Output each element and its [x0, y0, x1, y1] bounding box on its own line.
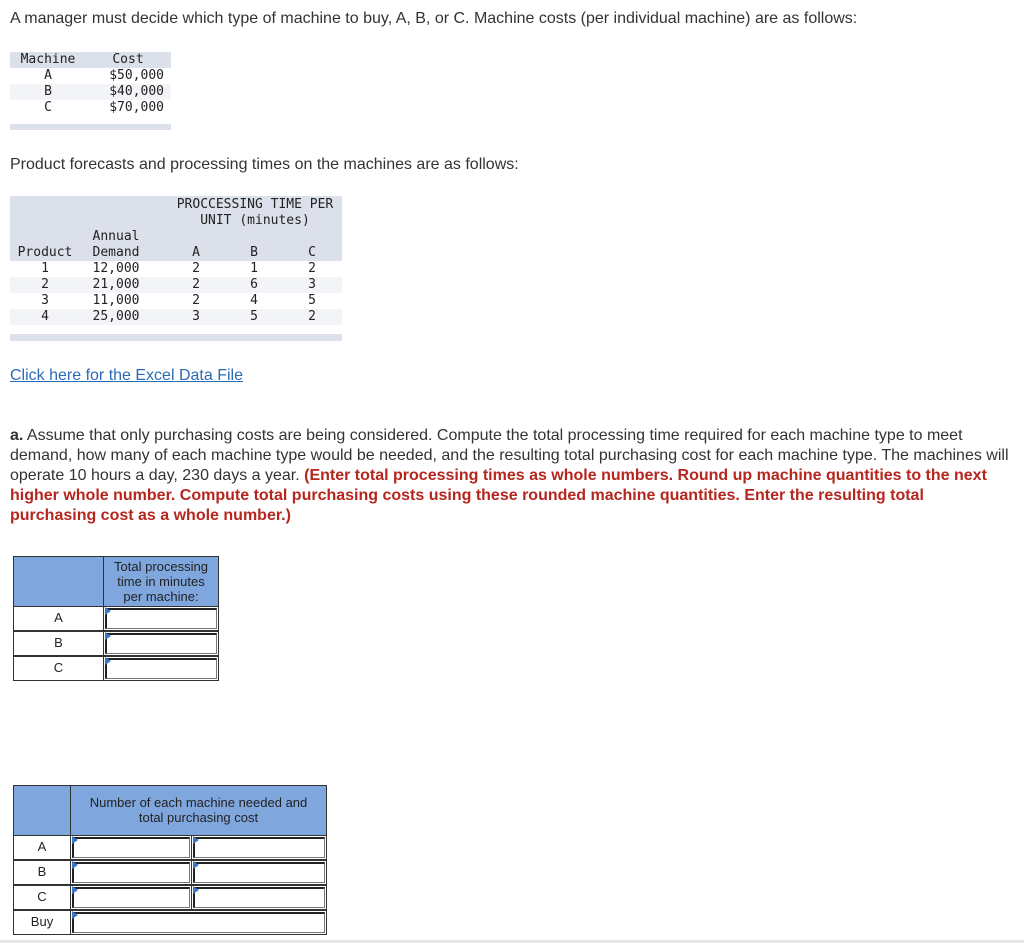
header-line: Number of each machine needed and [89, 795, 308, 810]
time-b: 1 [250, 261, 258, 276]
processing-time-c-input[interactable] [105, 658, 217, 679]
header-line: time in minutes [117, 574, 205, 589]
input-cell [191, 835, 327, 860]
time-a: 2 [192, 261, 200, 276]
input-cell [103, 606, 219, 631]
annual-demand: 25,000 [92, 309, 140, 324]
row-label-a: A [13, 835, 71, 860]
group-header-line2: UNIT (minutes) [200, 213, 310, 228]
processing-time-b-input[interactable] [105, 633, 217, 654]
purchase-cost-a-input[interactable] [193, 837, 325, 858]
time-b: 4 [250, 293, 258, 308]
input-marker-icon [72, 861, 78, 869]
annual-demand: 21,000 [92, 277, 140, 292]
header-line: total purchasing cost [138, 810, 259, 825]
time-c: 2 [308, 261, 316, 276]
row-label-c: C [13, 885, 71, 910]
annual-demand: 12,000 [92, 261, 140, 276]
row-label-b: B [13, 631, 104, 656]
time-a: 3 [192, 309, 200, 324]
purchase-cost-c-input[interactable] [193, 887, 325, 908]
machine-cost: $50,000 [109, 68, 164, 83]
machine-name: B [44, 84, 52, 99]
col-header-b: B [250, 245, 258, 260]
intro-text: A manager must decide which type of machine to buy, A, B, or C. Machine costs (per individual machine) are as follows: [10, 10, 858, 27]
product-id: 1 [41, 261, 49, 276]
question-label: a. [10, 427, 24, 444]
machine-name: C [44, 100, 52, 115]
col-header-annual: Annual [92, 229, 140, 244]
machine-cost-table [10, 52, 171, 130]
row-label-c: C [13, 656, 104, 681]
time-a: 2 [192, 277, 200, 292]
input-cell [103, 656, 219, 681]
input-marker-icon [193, 861, 199, 869]
input-marker-icon [193, 836, 199, 844]
row-label-a: A [13, 606, 104, 631]
input-marker-icon [105, 607, 111, 615]
table-row [10, 84, 171, 100]
table-row [10, 261, 342, 277]
row-label-buy: Buy [13, 910, 71, 935]
input-cell [70, 885, 192, 910]
time-c: 2 [308, 309, 316, 324]
time-c: 5 [308, 293, 316, 308]
input-cell [191, 885, 327, 910]
col-header-cost: Cost [112, 52, 144, 67]
input-cell [70, 910, 327, 935]
table-corner-cell [13, 556, 104, 607]
machine-count-a-input[interactable] [72, 837, 190, 858]
input-marker-icon [72, 886, 78, 894]
time-b: 5 [250, 309, 258, 324]
input-cell [103, 631, 219, 656]
product-id: 3 [41, 293, 49, 308]
table-row [10, 100, 171, 116]
col-header-c: C [308, 245, 316, 260]
annual-demand: 11,000 [92, 293, 140, 308]
group-header-line1: PROCCESSING TIME PER [176, 197, 334, 212]
col-header-a: A [192, 245, 200, 260]
input-marker-icon [193, 886, 199, 894]
product-id: 2 [41, 277, 49, 292]
col-header-machine: Machine [20, 52, 76, 67]
question-instruction: (Enter total processing times as whole numbers. Round up machine quantities to the next higher whole number. Compute total purchasing costs using these rounded machine quantities. Enter the resulting total purchasing cost as a whole number.) [10, 467, 987, 524]
header-cell [103, 556, 219, 607]
product-forecast-table [10, 196, 342, 341]
machine-count-c-input[interactable] [72, 887, 190, 908]
input-cell [70, 835, 192, 860]
excel-data-link[interactable]: Click here for the Excel Data File [10, 367, 243, 384]
product-id: 4 [41, 309, 49, 324]
col-header-product: Product [17, 245, 73, 260]
time-c: 3 [308, 277, 316, 292]
machine-cost: $40,000 [109, 84, 164, 99]
input-cell [191, 860, 327, 885]
row-label-b: B [13, 860, 71, 885]
header-line: Total processing [114, 559, 208, 574]
processing-time-a-input[interactable] [105, 608, 217, 629]
input-marker-icon [72, 836, 78, 844]
input-cell [70, 860, 192, 885]
col-header-demand: Demand [92, 245, 140, 260]
table-corner-cell [13, 785, 71, 836]
machine-cost: $70,000 [109, 100, 164, 115]
input-marker-icon [72, 911, 78, 919]
question-body: Assume that only purchasing costs are being considered. Compute the total processing time required for each machine type to meet demand, how many of each machine type would be needed, and the resulting total purchasing cost for each machine type. The machines will operate 10 hours a day, 230 days a year. [10, 427, 1009, 484]
time-b: 6 [250, 277, 258, 292]
machine-count-b-input[interactable] [72, 862, 190, 883]
machine-name: A [44, 68, 52, 83]
purchase-cost-b-input[interactable] [193, 862, 325, 883]
buy-decision-input[interactable] [72, 912, 325, 933]
table-row [10, 309, 342, 325]
question-text [10, 426, 1014, 526]
table-row [10, 68, 171, 84]
table-row [10, 293, 342, 309]
product-intro-text: Product forecasts and processing times on the machines are as follows: [10, 156, 519, 173]
header-cell [70, 785, 327, 836]
input-marker-icon [105, 632, 111, 640]
time-a: 2 [192, 293, 200, 308]
input-marker-icon [105, 657, 111, 665]
header-line: per machine: [123, 589, 199, 604]
table-row [10, 277, 342, 293]
